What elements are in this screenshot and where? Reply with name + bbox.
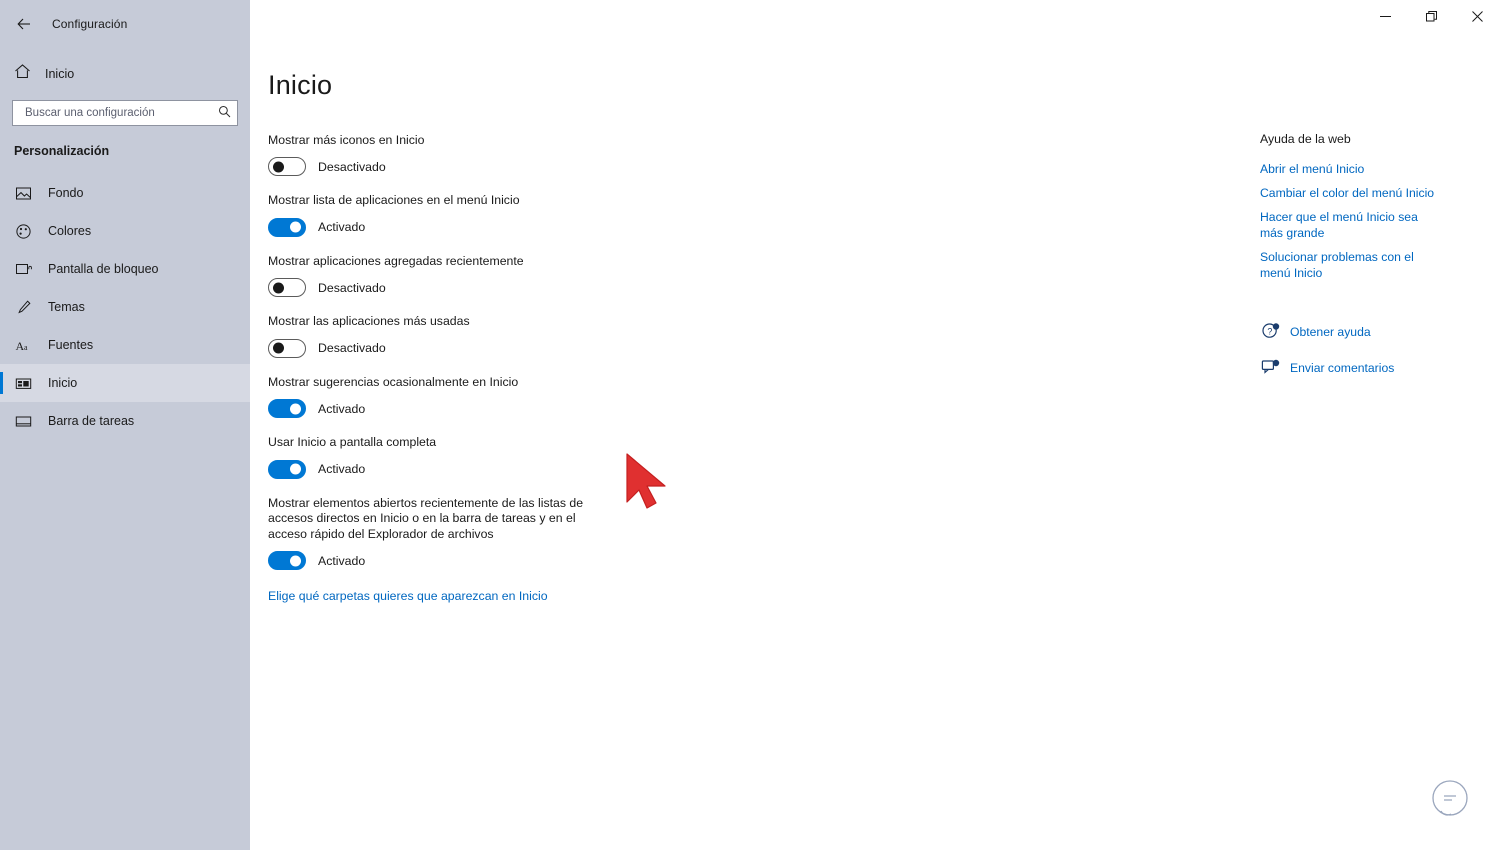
toggle-switch[interactable] (268, 339, 306, 358)
setting-aplicaciones-agregadas-recientemente (268, 254, 1260, 297)
get-help-label: Obtener ayuda (1290, 324, 1371, 339)
send-feedback-label: Enviar comentarios (1290, 360, 1395, 375)
toggle-state-label: Activado (318, 553, 366, 568)
sidebar-item-temas[interactable] (0, 288, 250, 326)
toggle-switch[interactable] (268, 399, 306, 418)
svg-text:?: ? (1266, 326, 1272, 337)
toggle-row (268, 339, 1260, 358)
sidebar-item-label: Temas (48, 300, 85, 314)
font-icon (14, 336, 32, 354)
sidebar-item-inicio[interactable] (0, 364, 250, 402)
help-actions (1260, 322, 1500, 378)
toggle-state-label: Activado (318, 220, 366, 235)
sidebar-item-label: Fondo (48, 186, 84, 200)
feedback-icon (1260, 358, 1280, 378)
help-icon (1260, 322, 1280, 342)
toggle-row (268, 551, 1260, 570)
toggle-switch[interactable] (268, 157, 306, 176)
palette-icon (14, 222, 32, 240)
close-button[interactable] (1454, 0, 1500, 32)
toggle-row (268, 157, 1260, 176)
setting-sugerencias-ocasionales (268, 375, 1260, 418)
toggle-knob (273, 343, 284, 354)
toggle-row (268, 218, 1260, 237)
toggle-row (268, 278, 1260, 297)
sidebar (0, 48, 250, 850)
setting-label: Mostrar más iconos en Inicio (268, 133, 425, 147)
setting-inicio-pantalla-completa (268, 435, 1260, 478)
choose-folders-link[interactable]: Elige qué carpetas quieres que aparezcan en Inicio (268, 589, 548, 604)
toggle-knob (290, 222, 301, 233)
toggle-switch[interactable] (268, 460, 306, 479)
sidebar-item-colores[interactable] (0, 212, 250, 250)
toggle-row (268, 399, 1260, 418)
toggle-row (268, 460, 1260, 479)
sidebar-item-label: Inicio (48, 376, 78, 390)
web-help-title: Ayuda de la web (1260, 132, 1351, 146)
search-input[interactable] (23, 106, 218, 120)
svg-text:A: A (15, 338, 24, 353)
settings-column (250, 70, 1260, 850)
toggle-switch[interactable] (268, 551, 306, 570)
setting-label: Mostrar elementos abiertos recientemente de las listas de accesos directos en Inicio o en la barra de tareas y en el acceso rápido del Explorador de archivos (268, 495, 584, 541)
back-arrow-icon[interactable] (8, 8, 40, 40)
sidebar-item-label: Pantalla de bloqueo (48, 262, 159, 276)
main-content (250, 48, 1500, 850)
sidebar-item-fuentes[interactable] (0, 326, 250, 364)
minimize-button[interactable] (1362, 0, 1408, 32)
toggle-state-label: Activado (318, 462, 366, 477)
setting-aplicaciones-mas-usadas (268, 314, 1260, 357)
window-title: Configuración (52, 17, 128, 31)
title-bar-left (0, 0, 250, 48)
toggle-switch[interactable] (268, 218, 306, 237)
sidebar-item-pantalla-de-bloqueo[interactable] (0, 250, 250, 288)
web-help-pane (1260, 70, 1500, 850)
setting-label: Mostrar lista de aplicaciones en el menú Inicio (268, 193, 520, 208)
title-bar (0, 0, 1500, 48)
send-feedback-action[interactable] (1260, 358, 1500, 378)
toggle-knob (273, 161, 284, 172)
lock-screen-icon (14, 260, 32, 278)
toggle-switch[interactable] (268, 278, 306, 297)
setting-label: Mostrar las aplicaciones más usadas (268, 314, 470, 329)
setting-elementos-abiertos-recientemente (268, 496, 1260, 570)
search-box[interactable] (12, 100, 238, 126)
search-icon (218, 105, 231, 121)
brush-icon (14, 298, 32, 316)
taskbar-icon (14, 412, 32, 430)
page-title: Inicio (268, 70, 333, 100)
get-help-action[interactable] (1260, 322, 1500, 342)
window-controls (250, 0, 1500, 48)
web-help-link[interactable]: Cambiar el color del menú Inicio (1260, 186, 1435, 201)
setting-label: Mostrar sugerencias ocasionalmente en Inicio (268, 374, 519, 389)
setting-mostrar-lista-aplicaciones (268, 193, 1260, 236)
setting-label: Usar Inicio a pantalla completa (268, 435, 437, 450)
sidebar-item-label: Colores (48, 224, 92, 238)
toggle-state-label: Desactivado (318, 159, 386, 174)
home-icon (14, 63, 31, 85)
setting-label: Mostrar aplicaciones agregadas recientemente (268, 253, 524, 268)
toggle-knob (290, 464, 301, 475)
maximize-restore-button[interactable] (1408, 0, 1454, 32)
web-help-link[interactable]: Hacer que el menú Inicio sea más grande (1260, 210, 1418, 241)
toggle-state-label: Desactivado (318, 280, 386, 295)
feedback-bubble-icon[interactable] (1422, 772, 1478, 828)
picture-icon (14, 184, 32, 202)
toggle-knob (290, 555, 301, 566)
setting-mostrar-mas-iconos (268, 133, 1260, 176)
window-body (0, 48, 1500, 850)
sidebar-item-home[interactable] (0, 56, 250, 92)
web-help-link[interactable]: Abrir el menú Inicio (1260, 162, 1365, 176)
sidebar-item-label: Barra de tareas (48, 414, 135, 428)
sidebar-item-barra-de-tareas[interactable] (0, 402, 250, 440)
web-help-link[interactable]: Solucionar problemas con el menú Inicio (1260, 250, 1414, 281)
sidebar-home-label: Inicio (45, 67, 75, 81)
start-menu-icon (14, 374, 32, 392)
toggle-knob (273, 282, 284, 293)
sidebar-item-label: Fuentes (48, 338, 94, 352)
toggle-state-label: Activado (318, 401, 366, 416)
sidebar-section-title: Personalización (14, 144, 110, 158)
toggle-state-label: Desactivado (318, 341, 386, 356)
svg-text:a: a (23, 342, 28, 352)
toggle-knob (290, 403, 301, 414)
sidebar-item-fondo[interactable] (0, 174, 250, 212)
